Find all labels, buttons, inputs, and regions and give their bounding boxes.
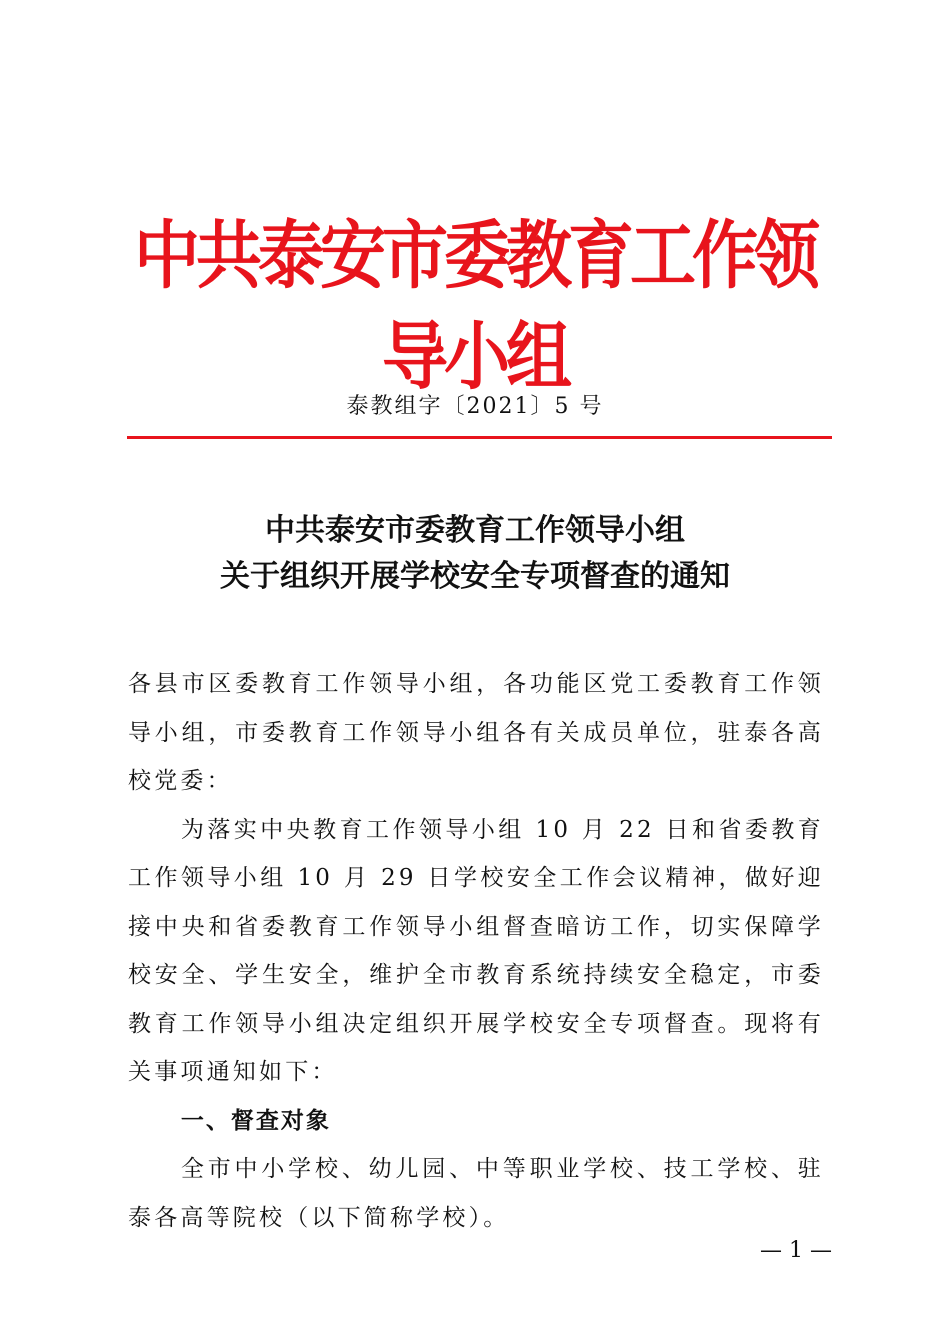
red-divider-line [127, 436, 832, 439]
addressees-paragraph: 各县市区委教育工作领导小组，各功能区党工委教育工作领导小组，市委教育工作领导小组各有关成员单位，驻泰各高校党委： [128, 671, 824, 794]
section-1-paragraph: 全市中小学校、幼儿园、中等职业学校、技工学校、驻泰各高等院校（以下简称学校）。 [128, 1156, 824, 1231]
issuer-red-header: 中共泰安市委教育工作领导小组 [134, 212, 816, 400]
document-number: 泰教组字〔2021〕5 号 [346, 394, 604, 419]
section-heading-1: 一、督查对象 [180, 1107, 331, 1134]
document-title-line-1: 中共泰安市委教育工作领导小组 [265, 513, 685, 548]
document-body [128, 660, 824, 1242]
page-number: — 1 — [760, 1238, 832, 1263]
document-title [0, 508, 950, 600]
intro-paragraph: 为落实中央教育工作领导小组 10 月 22 日和省委教育工作领导小组 10 月 29 日学校安全工作会议精神，做好迎接中央和省委教育工作领导小组督查暗访工作，切实保障学校安全、学生安全，维护全市教育系统持续安全稳定，市委教育工作领导小组决定组织开展学校安全专项督查。现将有关事项通知如下： [128, 816, 824, 1085]
document-title-line-2: 关于组织开展学校安全专项督查的通知 [220, 559, 730, 594]
